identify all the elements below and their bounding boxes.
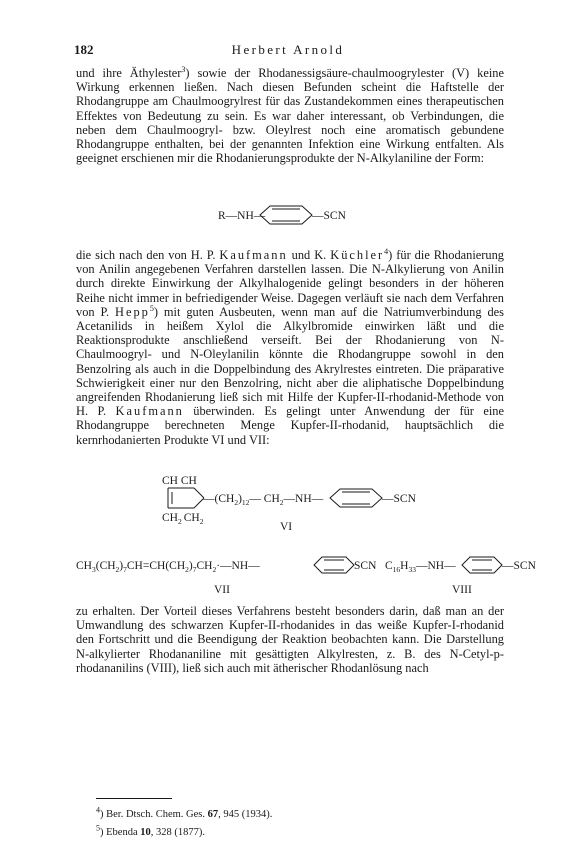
formula-vii-sub: 7 <box>123 565 127 574</box>
formula-vii-c: ) <box>119 560 124 572</box>
footnote-mark: 4 <box>96 805 100 815</box>
paragraph-rhodanation-text-1: die sich nach den von H. P. <box>76 248 220 262</box>
formula-vii-f: CH <box>196 560 213 572</box>
formula-general <box>218 206 347 224</box>
formula-vi-sub: 2 <box>199 517 204 526</box>
benzene-ring-icon <box>462 557 502 573</box>
formula-vi-chain-c: — CH <box>249 493 280 505</box>
formula-general-left: R—NH— <box>218 210 266 222</box>
footnote-text: ) Ber. Dtsch. Chem. Ges. <box>100 809 208 820</box>
author-name: Hepp <box>115 304 150 319</box>
footnote-5 <box>96 823 205 839</box>
formula-vii-sub: 2 <box>115 565 120 574</box>
footnote-rest: , 945 (1934). <box>218 809 273 820</box>
formula-vii-g: ·—NH— <box>216 560 260 572</box>
formula-vi-sub: 2 <box>234 498 239 507</box>
formula-vi-ch-a: CH <box>162 512 178 524</box>
formula-vi-sub: 12 <box>241 498 250 507</box>
formula-vii-chain <box>76 560 260 574</box>
footnote-4 <box>96 805 273 821</box>
formula-general-right: —SCN <box>312 210 346 222</box>
footnote-text: ) Ebenda <box>100 827 141 838</box>
author-name: Kaufmann <box>219 248 288 262</box>
reference-mark: 4 <box>384 246 389 256</box>
paragraph-rhodanation-text-5: überwinden. Es gelingt unter Anwendung der für eine Rhodangruppe berechneten Menge Kupfer-II-rhodanid, hauptsächlich die kernrhodanierten Produkte VI und VII: <box>76 404 504 447</box>
paragraph-rhodanation-text-3: ) für die Rhodanierung von Anilin angegebenen Verfahren darstellen lassen. Die N-Alkylierung von Anilin durch direkte Einwirkung der Alkylhalogenide gelingt besonders in der höheren Reihe nicht immer in befriedigender Weise. Dagegen verläuft sie nach dem Verfahren von P. <box>76 248 504 319</box>
paragraph-rhodanation <box>76 248 504 447</box>
paragraph-intro-text-a: und ihre Äthylester <box>76 66 182 80</box>
formula-viii-c: —NH— <box>415 560 456 572</box>
benzene-ring-icon <box>314 557 354 573</box>
formula-vi-chain-b: ) <box>238 493 242 505</box>
paragraph-intro <box>76 66 504 165</box>
formula-vi-scn: —SCN <box>382 493 416 505</box>
formula-vii-a: CH <box>76 560 92 572</box>
formula-viii-label: VIII <box>452 584 472 596</box>
paragraph-intro-text-b: ) sowie der Rhodanessigsäure-chaulmoogrylester (V) keine Wirkung erkennen ließen. Nach diesen Befunden scheint die Haftstelle der Rhodangruppe am Chaulmoogrylrest für das Zustandekommen eines therapeutischen Effektes von Bedeutung zu sein. Es war daher interessant, ob Verbindungen, die neben dem Chaulmoogryl- bzw. Oleylrest noch eine aromatisch gebundene Rhodangruppe enthalten, bei der genannten Infektion eine Wirkung entfalten. Als geeignet erschienen mir die Rhodanierungsprodukte der N-Alkylaniline der Form: <box>76 66 504 166</box>
formula-vii-sub: 7 <box>192 565 197 574</box>
reference-mark: 5 <box>149 303 154 313</box>
formula-vii <box>76 557 377 596</box>
formula-vii-label: VII <box>214 584 230 596</box>
formula-viii <box>385 557 537 596</box>
paragraph-rhodanation-text-2: und K. <box>287 248 331 262</box>
formula-vii-sub: 2 <box>185 565 189 574</box>
formula-vii-scn: SCN <box>354 560 377 572</box>
paragraph-advantage: zu erhalten. Der Vorteil dieses Verfahrens besteht besonders darin, daß man an der Umwandlung des schwarzen Kupfer-II-rhodanides in das weiße Kupfer-I-rhodanid den Fortschritt und die Beendigung der Reaktion beobachten kann. Die Darstellung N-alkylierter Rhodananiline mit gesättigten Alkylresten, z. B. des N-Cetyl-p-rhodananilins (VIII), ließ sich auch mit ätherischer Rhodanlösung nach <box>76 604 504 675</box>
formula-vi-ch-bottom <box>162 512 204 526</box>
formula-vi <box>162 475 417 533</box>
paragraph-rhodanation-text-4: ) mit guten Ausbeuten, wenn man auf die Natriumverbindung des Acetanilids in heißem Xylol die Alkylbromide einwirken läßt und die Reaktionsprodukte anschließend verseift. Bei der Rhodanierung von N-Chaulmoogryl- und N-Oleylanilin könnte die Rhodangruppe sowohl in den Benzolring als auch in die Doppelbindung des Akrylrestes eintreten. Die präparative Schwierigkeit einer nur den Benzolring, nicht aber die aliphatische Doppelbindung angreifenden Rhodanierung ließ sich mit Hilfe der Kupfer-II-rhodanid-Methode von H. P. <box>76 304 504 419</box>
formula-vi-sub: 2 <box>279 498 284 507</box>
formula-viii-sub: 33 <box>408 565 416 574</box>
benzene-ring-icon <box>330 489 382 507</box>
formula-vi-ch-b: CH <box>183 512 200 524</box>
footnote-rest: , 328 (1877). <box>150 827 205 838</box>
author-name: Küchler <box>330 248 385 262</box>
formula-vi-chain-a: —(CH <box>203 493 235 505</box>
formula-vi-ch-top: CH CH <box>162 475 197 487</box>
formula-vii-sub: 2 <box>212 565 217 574</box>
formula-vii-sub: 3 <box>91 565 96 574</box>
formula-viii-b: H <box>400 560 409 572</box>
formula-viii-chain <box>385 560 456 574</box>
author-name: Kaufmann <box>115 404 184 419</box>
footnote-volume: 10 <box>140 827 151 838</box>
formula-vi-sub: 2 <box>177 517 182 526</box>
footnote-mark: 5 <box>96 823 100 833</box>
formula-vii-b: (CH <box>95 560 116 572</box>
formula-vi-chain <box>202 493 324 507</box>
formula-viii-a: C <box>385 560 393 572</box>
footnote-divider <box>96 798 172 799</box>
page-number: 182 <box>74 42 94 57</box>
formula-vii-d: CH=CH(CH <box>126 560 186 572</box>
formula-viii-sub: 16 <box>392 565 401 574</box>
running-title: Herbert Arnold <box>231 42 345 57</box>
page-header <box>74 42 502 60</box>
formula-vii-e: ) <box>188 560 193 572</box>
benzene-ring-icon <box>260 206 312 224</box>
formula-vi-chain-d: —NH— <box>283 493 324 505</box>
footnote-volume: 67 <box>207 809 219 820</box>
formula-vi-label: VI <box>280 521 293 533</box>
reference-mark: 3 <box>181 64 186 74</box>
formula-viii-scn: —SCN <box>502 560 536 572</box>
